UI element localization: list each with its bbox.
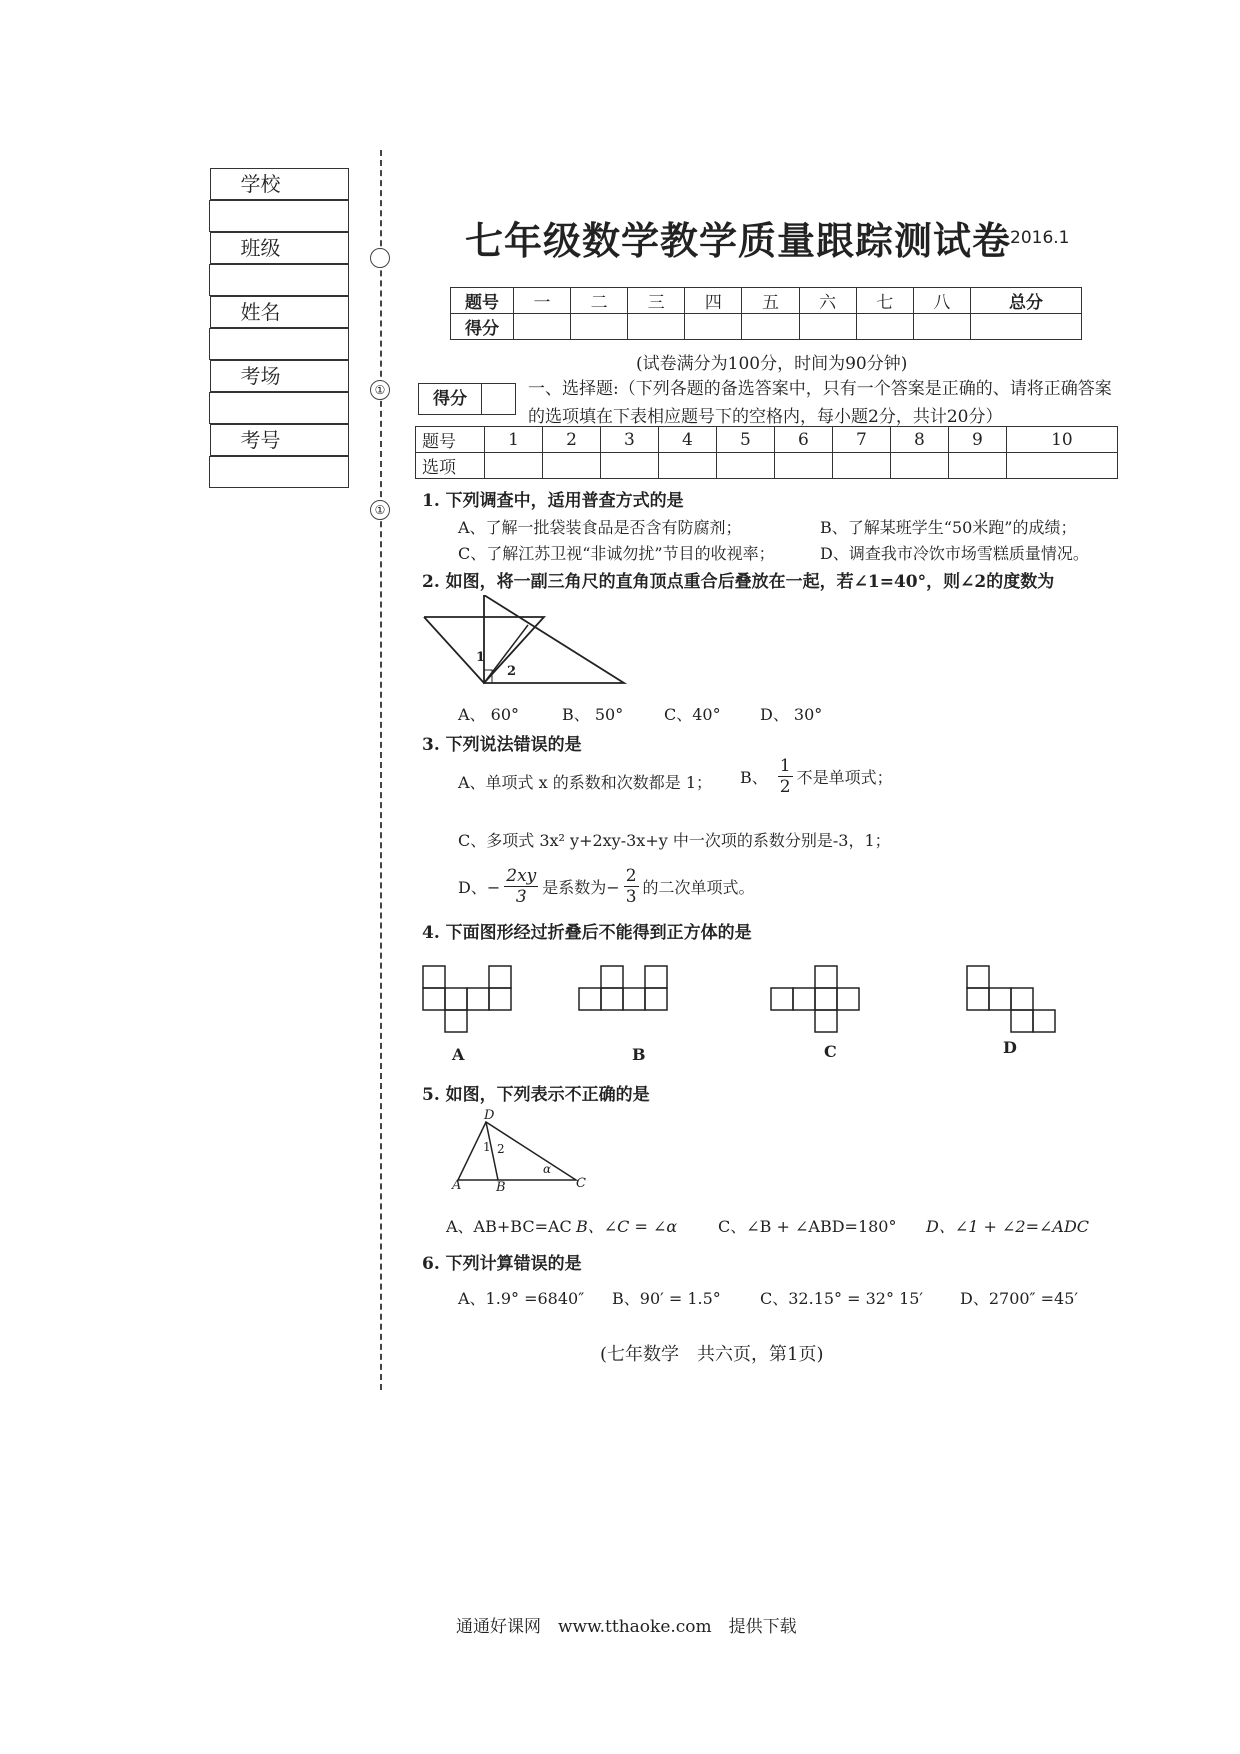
- q2-set-square-figure: [420, 595, 630, 685]
- answer-cell[interactable]: [948, 453, 1006, 479]
- answer-cell[interactable]: [542, 453, 600, 479]
- score-table: [450, 287, 1082, 340]
- answer-cell[interactable]: [600, 453, 658, 479]
- q3-d-fraction: [504, 866, 538, 907]
- question-3: 3. 下列说法错误的是: [422, 735, 582, 755]
- info-label-text: 考号: [240, 428, 281, 452]
- answer-cell[interactable]: [658, 453, 716, 479]
- q1-option-b: B、了解某班学生“50米跑”的成绩；: [820, 518, 1077, 537]
- answer-header-cell: 9: [948, 427, 1006, 453]
- q3-option-d: [458, 866, 755, 907]
- q2-angle-2-label: 2: [507, 664, 517, 679]
- question-5: 5. 如图，下列表示不正确的是: [422, 1085, 650, 1105]
- exam-note: (试卷满分为100分，时间为90分钟): [636, 354, 908, 374]
- question-2: 2. 如图，将一副三角尺的直角顶点重合后叠放在一起，若∠1=40°，则∠2的度数为: [422, 572, 1055, 592]
- info-label-id: [210, 424, 349, 456]
- score-cell[interactable]: [514, 314, 571, 340]
- frac-denominator: 3: [515, 887, 527, 907]
- info-label-school: [210, 168, 349, 200]
- frac-denominator: 2: [779, 777, 791, 797]
- q4-label-a: A: [452, 1045, 465, 1064]
- q2-option-b: B、 50°: [562, 705, 624, 724]
- q5-label-a: A: [452, 1178, 462, 1193]
- score-header-cell: 三: [628, 288, 685, 314]
- q3-option-b-prefix: B、: [740, 768, 768, 787]
- q5-label-c: C: [576, 1176, 586, 1191]
- answer-header-cell: 4: [658, 427, 716, 453]
- info-label-text: 考场: [240, 364, 281, 388]
- binding-dashed-line: [380, 150, 382, 1390]
- score-header-cell: 六: [799, 288, 856, 314]
- answer-header-cell: 题号: [416, 427, 485, 453]
- score-header-cell: 一: [514, 288, 571, 314]
- q4-label-c: C: [824, 1042, 837, 1061]
- binding-circle-icon: ①: [370, 500, 390, 520]
- page-title: 七年级数学教学质量跟踪测试卷: [465, 218, 1012, 263]
- answer-header-cell: 7: [832, 427, 890, 453]
- score-cell[interactable]: [856, 314, 913, 340]
- q5-label-2: 2: [497, 1142, 505, 1156]
- answer-table: [415, 426, 1118, 479]
- answer-cell[interactable]: [485, 453, 543, 479]
- section1-intro: 一、选择题:（下列各题的备选答案中，只有一个答案是正确的、请将正确答案的选项填在下表相应题号下的空格内，每小题2分，共计20分）: [528, 379, 1112, 427]
- q5-triangle-figure: [452, 1118, 582, 1190]
- frac-numerator: 2: [625, 866, 637, 886]
- q3-option-c: C、多项式 3x² y+2xy-3x+y 中一次项的系数分别是-3，1；: [458, 831, 891, 850]
- info-label-room: [210, 360, 349, 392]
- info-field-name[interactable]: [210, 329, 349, 360]
- score-cell[interactable]: [799, 314, 856, 340]
- q4-net-a-figure: [422, 965, 512, 1035]
- q5-label-alpha: α: [543, 1162, 552, 1176]
- score-header-cell: 八: [913, 288, 970, 314]
- score-cell[interactable]: [913, 314, 970, 340]
- answer-cell[interactable]: [832, 453, 890, 479]
- answer-header-cell: 10: [1006, 427, 1117, 453]
- question-4: 4. 下面图形经过折叠后不能得到正方体的是: [422, 923, 752, 943]
- info-label-text: 姓名: [240, 300, 281, 324]
- q2-angle-1-label: 1: [476, 650, 486, 665]
- exam-date: 2016.1: [1010, 228, 1070, 248]
- frac-numerator: 1: [779, 756, 791, 776]
- answer-header-cell: 1: [485, 427, 543, 453]
- answer-cell[interactable]: [716, 453, 774, 479]
- info-label-text: 班级: [240, 236, 281, 260]
- q5-option-b: B、∠C = ∠α: [576, 1217, 678, 1236]
- q1-option-c: C、了解江苏卫视“非诚勿扰”节目的收视率；: [458, 544, 775, 563]
- q3-option-b: [740, 756, 893, 797]
- binding-hole-icon: [370, 248, 390, 268]
- score-header-cell: 二: [571, 288, 628, 314]
- q2-option-d: D、 30°: [760, 705, 823, 724]
- q2-option-a: A、 60°: [458, 705, 520, 724]
- info-label-name: [210, 296, 349, 328]
- frac-denominator: 3: [625, 887, 637, 907]
- frac-numerator: 2xy: [506, 866, 537, 886]
- score-header-cell: 四: [685, 288, 742, 314]
- section1-score-field[interactable]: [482, 384, 515, 414]
- answer-cell[interactable]: [890, 453, 948, 479]
- score-cell[interactable]: [742, 314, 799, 340]
- q6-option-d: D、2700″ =45′: [960, 1289, 1079, 1308]
- answer-header-row: [416, 427, 1118, 453]
- q2-option-c: C、40°: [664, 705, 721, 724]
- answer-header-cell: 8: [890, 427, 948, 453]
- answer-cell[interactable]: [1006, 453, 1117, 479]
- question-6: 6. 下列计算错误的是: [422, 1254, 582, 1274]
- answer-header-cell: 3: [600, 427, 658, 453]
- q4-net-c-figure: [770, 965, 860, 1035]
- score-cell[interactable]: [970, 314, 1081, 340]
- info-label-text: 学校: [240, 172, 281, 196]
- q3-b-fraction: [778, 756, 793, 797]
- q3-d-fraction-2: [624, 866, 639, 907]
- answer-row-label: 选项: [416, 453, 485, 479]
- info-field-id[interactable]: [210, 457, 349, 488]
- q5-label-b: B: [496, 1180, 506, 1195]
- info-field-class[interactable]: [210, 265, 349, 296]
- binding-circle-icon: ①: [370, 380, 390, 400]
- q3-option-a: A、单项式 x 的系数和次数都是 1；: [458, 773, 713, 792]
- q5-label-d: D: [484, 1108, 495, 1123]
- score-cell[interactable]: [571, 314, 628, 340]
- q4-label-d: D: [1003, 1038, 1017, 1057]
- score-row-label: 得分: [451, 314, 514, 340]
- answer-choice-row: [416, 453, 1118, 479]
- info-field-school[interactable]: [210, 201, 349, 232]
- answer-header-cell: 6: [774, 427, 832, 453]
- download-watermark: 通通好课网 www.tthaoke.com 提供下载: [456, 1617, 797, 1637]
- info-field-room[interactable]: [210, 393, 349, 424]
- score-header-cell: 题号: [451, 288, 514, 314]
- q1-option-a: A、了解一批袋装食品是否含有防腐剂；: [458, 518, 742, 537]
- score-table-score-row: [451, 314, 1082, 340]
- answer-header-cell: 5: [716, 427, 774, 453]
- q4-net-b-figure: [578, 965, 668, 1015]
- question-1: 1. 下列调查中，适用普查方式的是: [422, 491, 684, 511]
- q4-label-b: B: [632, 1045, 646, 1064]
- score-header-cell: 七: [856, 288, 913, 314]
- answer-cell[interactable]: [774, 453, 832, 479]
- student-info-table: [209, 168, 349, 488]
- q3-option-d-suffix: 的二次单项式。: [642, 878, 755, 897]
- q5-option-c: C、∠B + ∠ABD=180°: [718, 1217, 897, 1236]
- q6-option-b: B、90′ = 1.5°: [612, 1289, 721, 1308]
- section1-score-box: [418, 383, 516, 415]
- q5-option-a: A、AB+BC=AC: [446, 1217, 572, 1236]
- q6-option-c: C、32.15° = 32° 15′: [760, 1289, 924, 1308]
- q5-option-d: D、∠1 + ∠2=∠ADC: [926, 1217, 1090, 1236]
- score-cell[interactable]: [685, 314, 742, 340]
- score-header-cell: 五: [742, 288, 799, 314]
- q1-option-d: D、调查我市冷饮市场雪糕质量情况。: [820, 544, 1089, 563]
- info-label-class: [210, 232, 349, 264]
- q5-label-1: 1: [483, 1140, 491, 1154]
- page-footer: (七年数学 共六页，第1页): [600, 1344, 824, 1365]
- q6-option-a: A、1.9° =6840″: [458, 1289, 585, 1308]
- q3-option-d-prefix: D、−: [458, 878, 501, 897]
- score-table-header-row: [451, 288, 1082, 314]
- score-cell[interactable]: [628, 314, 685, 340]
- section1-score-label: 得分: [419, 384, 482, 414]
- q4-net-d-figure: [966, 965, 1056, 1035]
- q3-option-b-suffix: 不是单项式；: [796, 768, 893, 787]
- q3-option-d-mid: 是系数为−: [542, 878, 620, 897]
- score-header-cell: 总分: [970, 288, 1081, 314]
- answer-header-cell: 2: [542, 427, 600, 453]
